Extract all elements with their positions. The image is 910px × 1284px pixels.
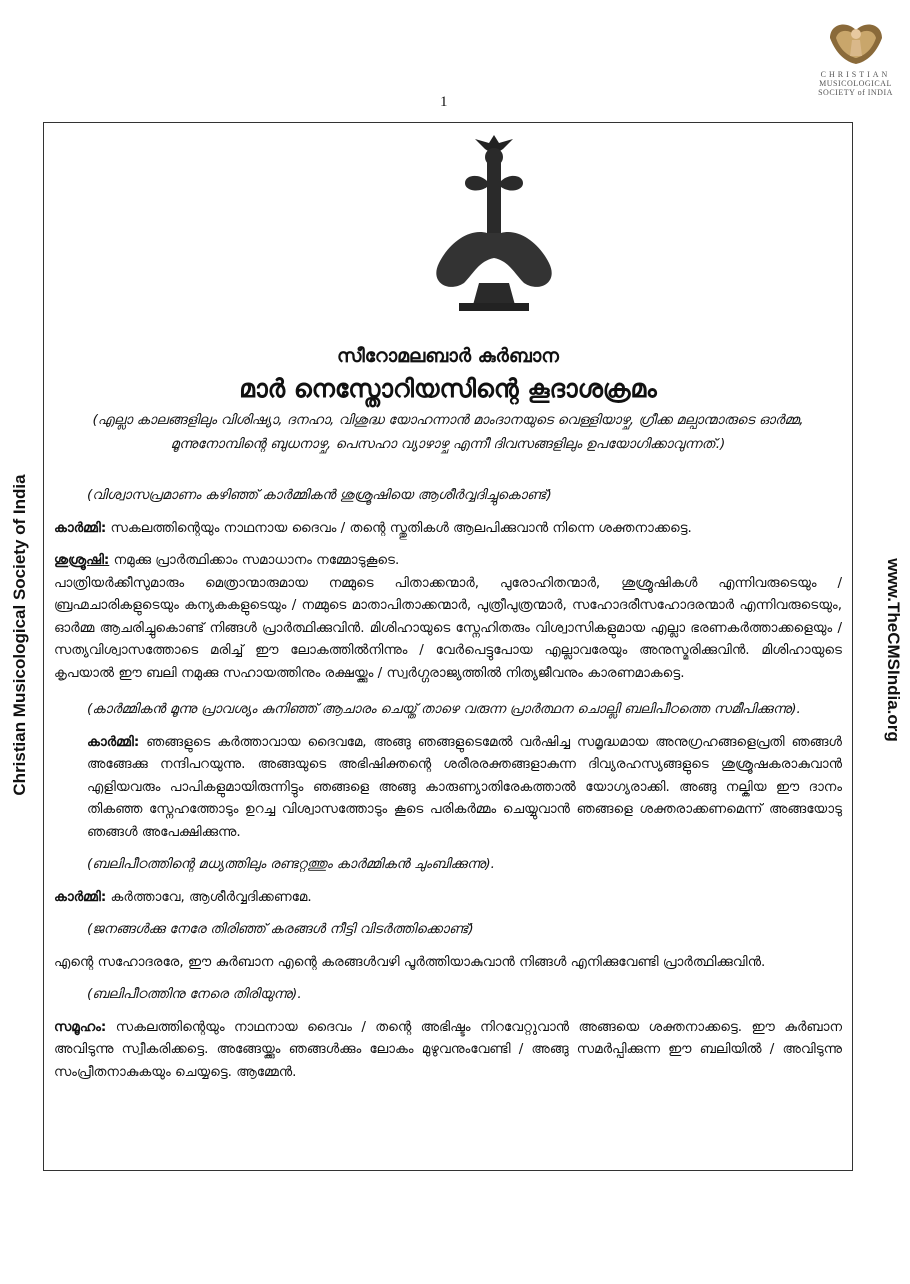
angel-emblem-icon	[826, 18, 886, 66]
celebrant-line: കാർമ്മി: കർത്താവേ, ആശീർവ്വദിക്കണമേ.	[54, 888, 312, 905]
mar-thoma-cross-icon	[419, 133, 569, 313]
celebrant-line: കാർമ്മി: സകലത്തിന്റെയും നാഥനായ ദൈവം / തന്റെ സ്തുതികൾ ആലപിക്കുവാൻ നിന്നെ ശക്തനാക്കട്ടെ.	[54, 519, 692, 536]
speaker-label: കാർമ്മി:	[54, 519, 107, 536]
celebrant-line: എന്റെ സഹോദരരേ, ഈ കുർബാന എന്റെ കരങ്ങൾവഴി പൂർത്തിയാകുവാൻ നിങ്ങൾ എനിക്കുവേണ്ടി പ്രാർത്ഥിക്കുവിൻ.	[54, 953, 766, 970]
rubric: (ബലിപീഠത്തിനു നേരെ തിരിയുന്നു).	[87, 986, 302, 1002]
side-caption-society: Christian Musicological Society of India	[10, 474, 29, 796]
rubric: (കാർമ്മികൻ മൂന്നു പ്രാവശ്യം കുനിഞ്ഞ് ആചാരം ചെയ്ത് താഴെ വരുന്ന പ്രാർത്ഥന ചൊല്ലി ബലിപീഠത്തെ സമീപിക്കുന്നു).	[87, 701, 801, 717]
rubric: (വിശ്വാസപ്രമാണം കഴിഞ്ഞ് കാർമ്മികൻ ശുശ്രൂഷിയെ ആശീർവ്വദിച്ചുകൊണ്ട്)	[87, 487, 552, 503]
document-heading: മാർ നെസ്തോറിയസിന്റെ കൂദാശക്രമം	[239, 373, 657, 403]
liturgy-text	[44, 345, 852, 1093]
page-number: 1	[440, 94, 448, 110]
content-frame	[43, 122, 853, 1171]
speaker-label: കാർമ്മി:	[87, 733, 140, 750]
congregation-line: സമൂഹം: സകലത്തിന്റെയും നാഥനായ ദൈവം / തന്റെ അഭിഷ്ടം നിറവേറ്റുവാൻ അങ്ങയെ ശക്തനാക്കട്ടെ. ഈ കുർബാന അവിടുന്നു സ്വീകരിക്കട്ടെ. അങ്ങേയ്ക്കും ഞങ്ങൾക്കും ലോകം മുഴുവനുംവേണ്ടി / അങ്ങു സമർപ്പിക്കുന്ന ഈ ബലിയിൽ / അവിടുന്നു സംപ്രീതനാകുകയും ചെയ്യട്ടെ. ആമ്മേൻ.	[54, 1018, 842, 1080]
rubric: (ജനങ്ങൾക്കു നേരേ തിരിഞ്ഞ് കരങ്ങൾ നീട്ടി വിടർത്തിക്കൊണ്ട്)	[87, 921, 474, 937]
cms-logo: CHRISTIAN MUSICOLOGICAL SOCIETY of INDIA	[808, 18, 903, 97]
speaker-label: കാർമ്മി:	[54, 888, 107, 905]
side-caption-website[interactable]: www.TheCMSIndia.org	[884, 558, 903, 742]
rubric: (ബലിപീഠത്തിന്റെ മധ്യത്തിലും രണ്ടറ്റത്തും കാർമ്മികൻ ചുംബിക്കുന്നു).	[87, 856, 495, 872]
deacon-paragraph: പാത്രിയർക്കീസുമാരും മെത്രാന്മാരുമായ നമ്മുടെ പിതാക്കന്മാർ, പുരോഹിതന്മാർ, ശുശ്രൂഷികൾ എന്നിവരുടെയും / ബ്രഹ്മചാരികളുടെയും കന്യകകളുടെയും / നമ്മുടെ മാതാപിതാക്കന്മാർ, പുത്രീപുത്രന്മാർ, സഹോദരീസഹോദരന്മാർ എന്നിവരുടെയും, ഓർമ്മ ആചരിച്ചുകൊണ്ട് നിങ്ങൾ പ്രാർത്ഥിക്കുവിൻ. മിശിഹായുടെ സ്നേഹിതരും വിശ്വാസികളുമായ എല്ലാ ഭരണകർത്താക്കളെയും / സത്യവിശ്വാസത്തോടെ മരിച്ച് ഈ ലോകത്തിൽനിന്നും / വേർപെട്ടുപോയ എല്ലാവരേയും അനുസ്മരിക്കുവിൻ. മിശിഹായുടെ കൃപയാൽ ഈ ബലി നമുക്കു സഹായത്തിനും രക്ഷയ്ക്കും / സ്വർഗ്ഗരാജ്യത്തിൽ നിത്യജീവനും കാരണമാകട്ടെ.	[54, 574, 842, 681]
speaker-label: ശുശ്രൂഷി:	[54, 552, 110, 568]
subtitle-rubric: (എല്ലാ കാലങ്ങളിലും വിശിഷ്യാ, ദനഹാ, വിശുദ്ധ യോഹന്നാൻ മാംദാനയുടെ വെള്ളിയാഴ്ച, ഗ്രീക്ക മല്പാന്മാരുടെ ഓർമ്മ, മൂന്നുനോമ്പിന്റെ ബുധനാഴ്ച, പെസഹാ വ്യാഴാഴ്ച എന്നീ ദിവസങ്ങളിലും ഉപയോഗിക്കാവുന്നത്.)	[92, 412, 804, 452]
celebrant-prayer: കാർമ്മി: ഞങ്ങളുടെ കർത്താവായ ദൈവമേ, അങ്ങു ഞങ്ങളുടെമേൽ വർഷിച്ച സമൃദ്ധമായ അനുഗ്രഹങ്ങളെപ്രതി ഞങ്ങൾ അങ്ങേക്കു നന്ദിപറയുന്നു. അങ്ങയുടെ അഭിഷിക്തന്റെ ശരീരരക്തങ്ങളാകുന്ന ദിവ്യരഹസ്യങ്ങളുടെ ശുശ്രൂഷകരാകുവാൻ എളിയവരും പാപികളുമായിരുന്നിട്ടും ഞങ്ങളെ അങ്ങു കാരുണ്യാതിരേകത്താൽ യോഗ്യരാക്കി. അങ്ങു നല്കിയ ഈ ദാനം തികഞ്ഞ സ്നേഹത്തോടും ഉറച്ച വിശ്വാസത്തോടും കൂടെ പരികർമ്മം ചെയ്യുവാൻ ഞങ്ങളെ ശക്തരാക്കണമെന്ന് അങ്ങയോടു ഞങ്ങൾ അപേക്ഷിക്കുന്നു.	[87, 733, 842, 840]
document-title: സീറോമലബാർ കുർബാന	[337, 345, 559, 367]
deacon-line: ശുശ്രൂഷി: നമുക്കു പ്രാർത്ഥിക്കാം സമാധാനം നമ്മോടുകൂടെ.	[54, 552, 400, 568]
speaker-label: സമൂഹം:	[54, 1018, 107, 1035]
